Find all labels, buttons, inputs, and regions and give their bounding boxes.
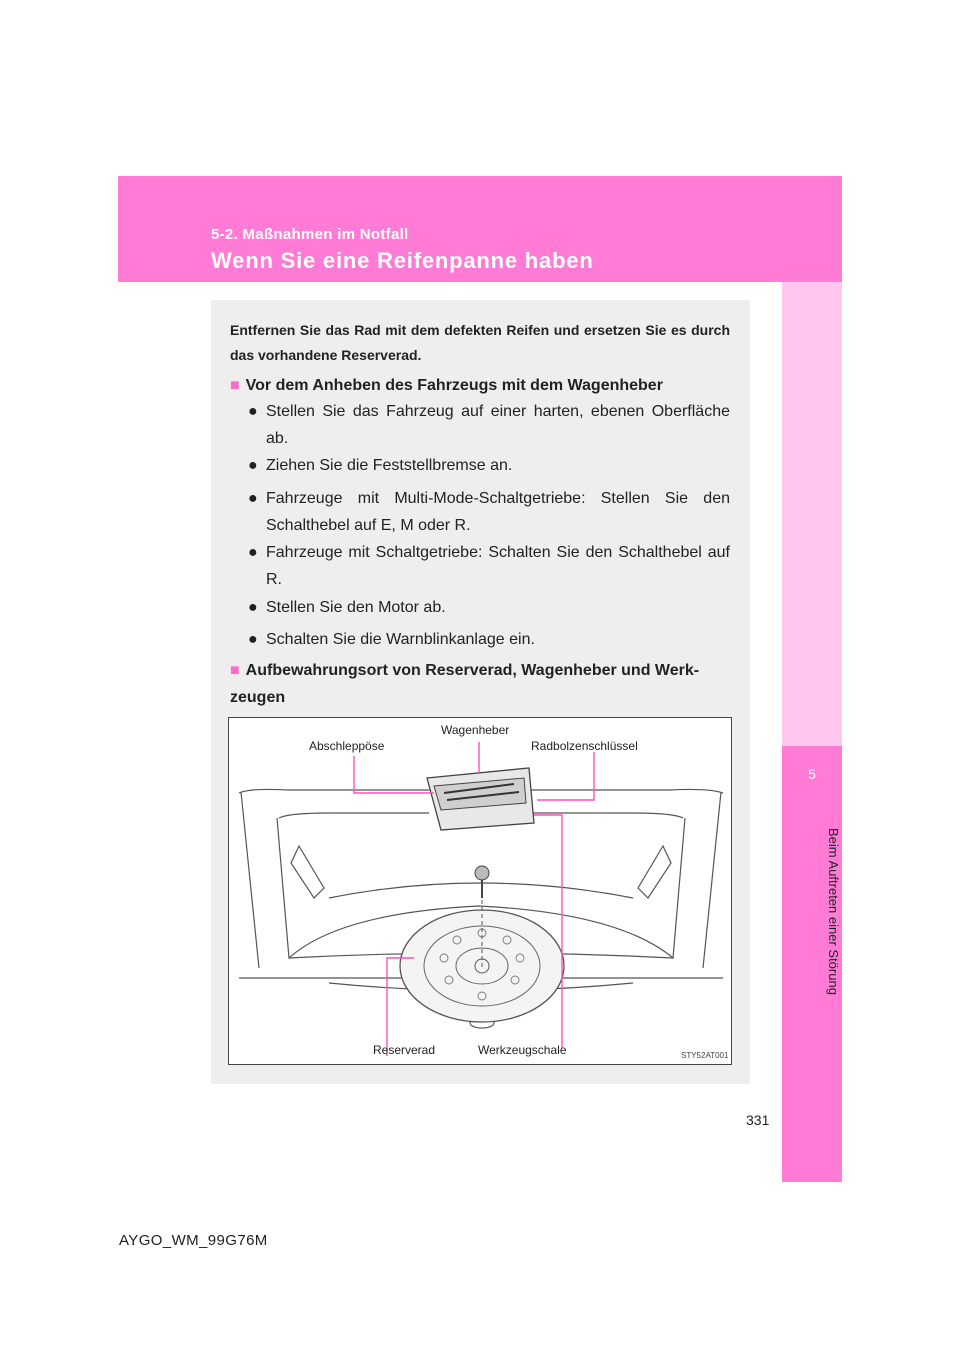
label-wagenheber: Wagenheber: [441, 723, 510, 737]
list-item: [248, 398, 730, 452]
bullet-dot-icon: ●: [248, 599, 258, 616]
bullet-dot-icon: ●: [248, 403, 258, 420]
heading-storage-location: [230, 657, 730, 711]
square-bullet-icon: ■: [230, 662, 240, 679]
tool-tray: [427, 768, 534, 830]
intro-text: Entfernen Sie das Rad mit dem defekten Reifen und ersetzen Sie es durch das vorhandene Reserverad.: [230, 322, 730, 363]
heading-text: Aufbewahrungsort von Reserverad, Wagenheber und Werk-zeugen: [230, 662, 700, 706]
heading-text: Vor dem Anheben des Fahrzeugs mit dem Wagenheber: [245, 377, 663, 394]
trunk-illustration: [228, 717, 732, 1065]
list-item-text: Fahrzeuge mit Multi-Mode-Schaltgetriebe: Stellen Sie den Schalthebel auf E, M oder R.: [266, 490, 730, 534]
section-label: 5-2. Maßnahmen im Notfall: [211, 226, 409, 243]
list-item-text: Ziehen Sie die Feststellbremse an.: [266, 457, 513, 474]
heading-before-lifting: [230, 372, 663, 399]
chapter-number: 5: [808, 766, 816, 782]
list-item-text: Stellen Sie den Motor ab.: [266, 599, 446, 616]
label-werkzeugschale: Werkzeugschale: [478, 1043, 567, 1057]
label-radbolzenschluessel: Radbolzenschlüssel: [531, 739, 638, 753]
list-item: [248, 626, 730, 653]
list-item-text: Fahrzeuge mit Schaltgetriebe: Schalten Sie den Schalthebel auf R.: [266, 544, 730, 588]
list-item: [248, 594, 730, 621]
page-title: Wenn Sie eine Reifenpanne haben: [211, 248, 594, 273]
document-code: AYGO_WM_99G76M: [119, 1232, 268, 1249]
bullet-dot-icon: ●: [248, 490, 258, 507]
list-item: [248, 539, 730, 593]
bullet-dot-icon: ●: [248, 631, 258, 648]
bullet-dot-icon: ●: [248, 544, 258, 561]
page-number: 331: [746, 1112, 770, 1128]
bullet-dot-icon: ●: [248, 457, 258, 474]
figure-code: STY52AT001: [681, 1051, 729, 1060]
label-abschleppoese: Abschleppöse: [309, 739, 385, 753]
square-bullet-icon: ■: [230, 377, 240, 394]
label-reserverad: Reserverad: [373, 1043, 436, 1057]
list-item: [248, 485, 730, 539]
list-item-text: Stellen Sie das Fahrzeug auf einer harten, ebenen Oberfläche ab.: [266, 403, 730, 447]
trunk-drawing: [229, 718, 733, 1066]
wing-bolt: [475, 866, 489, 880]
list-item: [248, 452, 730, 479]
list-item-text: Schalten Sie die Warnblinkanlage ein.: [266, 631, 535, 648]
chapter-title: Beim Auftreten einer Störung: [826, 828, 841, 995]
